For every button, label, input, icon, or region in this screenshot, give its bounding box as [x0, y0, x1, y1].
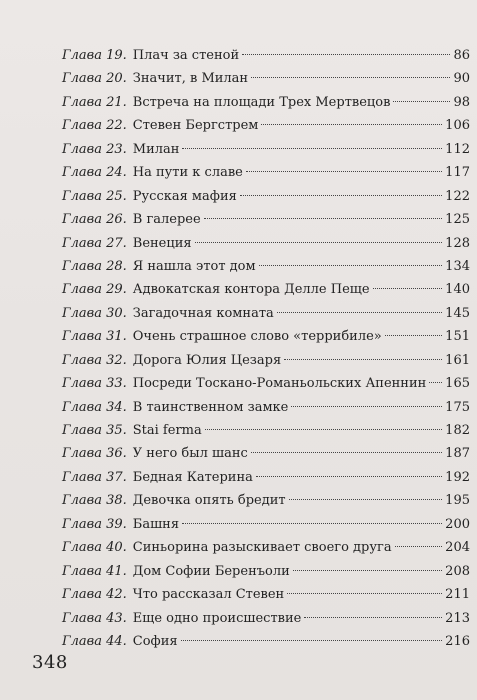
dot-leader: [205, 429, 442, 430]
dot-leader: [259, 265, 443, 266]
toc-entry: [62, 396, 470, 419]
toc-entry: [62, 607, 470, 630]
dot-leader: [277, 312, 442, 313]
dot-leader: [373, 288, 443, 289]
chapter-title: Очень страшное слово «террибиле»: [132, 329, 382, 345]
chapter-label: Глава 33.: [62, 376, 127, 392]
chapter-title: Девочка опять бредит: [132, 493, 286, 509]
chapter-page-number: 187: [445, 446, 470, 462]
chapter-page-number: 192: [445, 469, 470, 485]
chapter-page-number: 204: [445, 540, 470, 556]
chapter-label: Глава 32.: [62, 352, 127, 368]
chapter-title: Милан: [132, 141, 180, 157]
chapter-page-number: 90: [453, 71, 470, 87]
chapter-label: Глава 21.: [62, 94, 127, 110]
chapter-page-number: 122: [445, 188, 470, 204]
chapter-page-number: 213: [445, 610, 470, 626]
chapter-page-number: 125: [445, 212, 470, 228]
chapter-page-number: 86: [453, 48, 470, 63]
chapter-title: Что рассказал Стевен: [132, 587, 285, 603]
toc-entry: [62, 44, 470, 67]
toc-entry: [62, 278, 470, 301]
toc-entry: [62, 67, 470, 90]
chapter-title: София: [132, 633, 178, 649]
chapter-label: Глава 30.: [62, 305, 127, 321]
chapter-page-number: 134: [445, 258, 470, 274]
chapter-title: Бедная Катерина: [132, 469, 253, 485]
chapter-label: Глава 23.: [62, 141, 127, 157]
chapter-label: Глава 27.: [62, 235, 127, 251]
dot-leader: [395, 546, 443, 547]
dot-leader: [240, 195, 442, 196]
dot-leader: [293, 570, 442, 571]
chapter-title: Загадочная комната: [132, 305, 274, 321]
dot-leader: [251, 452, 442, 453]
dot-leader: [291, 406, 442, 407]
chapter-title: Посреди Тоскано-Романьольских Апеннин: [132, 376, 427, 392]
chapter-label: Глава 29.: [62, 282, 127, 298]
chapter-page-number: 106: [445, 118, 470, 134]
chapter-page-number: 216: [445, 633, 470, 649]
chapter-page-number: 161: [445, 352, 470, 368]
toc-entry: [62, 442, 470, 465]
chapter-label: Глава 36.: [62, 446, 127, 462]
dot-leader: [256, 476, 442, 477]
dot-leader: [204, 218, 442, 219]
toc-entry: [62, 630, 470, 653]
dot-leader: [182, 148, 442, 149]
chapter-page-number: 165: [445, 376, 470, 392]
dot-leader: [181, 640, 443, 641]
toc-entry: [62, 466, 470, 489]
chapter-title: Стевен Бергстрем: [132, 118, 259, 134]
chapter-title: Венеция: [132, 235, 192, 251]
toc-entry: [62, 536, 470, 559]
chapter-page-number: 211: [445, 587, 470, 603]
chapter-label: Глава 24.: [62, 165, 127, 181]
chapter-page-number: 151: [445, 329, 470, 345]
chapter-label: Глава 44.: [62, 633, 127, 649]
chapter-page-number: 200: [445, 516, 470, 532]
chapter-title: Башня: [132, 516, 180, 532]
chapter-title: В галерее: [132, 212, 201, 228]
chapter-label: Глава 42.: [62, 587, 127, 603]
chapter-label: Глава 19.: [62, 48, 127, 63]
chapter-title: Stai ferma: [132, 423, 202, 438]
toc-entry: [62, 583, 470, 606]
toc-entry: [62, 161, 470, 184]
chapter-title: Значит, в Милан: [132, 71, 249, 87]
dot-leader: [289, 499, 443, 500]
chapter-title: Дом Софии Беренъоли: [132, 563, 290, 579]
toc-entry: [62, 138, 470, 161]
chapter-page-number: 98: [453, 94, 470, 110]
chapter-page-number: 145: [445, 305, 470, 321]
chapter-page-number: 208: [445, 563, 470, 579]
chapter-label: Глава 41.: [62, 563, 127, 579]
chapter-title: Еще одно происшествие: [132, 610, 302, 626]
chapter-page-number: 112: [445, 141, 470, 157]
chapter-title: Русская мафия: [132, 188, 237, 204]
dot-leader: [246, 171, 442, 172]
chapter-page-number: 140: [445, 282, 470, 298]
chapter-label: Глава 20.: [62, 71, 127, 87]
chapter-page-number: 117: [445, 165, 470, 181]
chapter-label: Глава 28.: [62, 258, 127, 274]
dot-leader: [251, 77, 450, 78]
chapter-label: Глава 38.: [62, 493, 127, 509]
chapter-label: Глава 25.: [62, 188, 127, 204]
dot-leader: [284, 359, 442, 360]
chapter-label: Глава 22.: [62, 118, 127, 134]
dot-leader: [385, 335, 442, 336]
toc-entry: [62, 325, 470, 348]
chapter-label: Глава 43.: [62, 610, 127, 626]
toc-entry: [62, 419, 470, 442]
toc-entry: [62, 91, 470, 114]
chapter-title: Адвокатская контора Делле Пеще: [132, 282, 370, 298]
chapter-title: Я нашла этот дом: [132, 258, 256, 274]
chapter-title: Дорога Юлия Цезаря: [132, 352, 282, 368]
toc-entry: [62, 208, 470, 231]
chapter-label: Глава 26.: [62, 212, 127, 228]
chapter-label: Глава 37.: [62, 469, 127, 485]
dot-leader: [393, 101, 450, 102]
dot-leader: [182, 523, 442, 524]
chapter-label: Глава 34.: [62, 399, 127, 415]
dot-leader: [287, 593, 442, 594]
chapter-page-number: 195: [445, 493, 470, 509]
chapter-title: В таинственном замке: [132, 399, 289, 415]
toc-entry: [62, 185, 470, 208]
dot-leader: [242, 54, 450, 55]
chapter-title: Плач за стеной: [132, 48, 240, 63]
toc-entry: [62, 513, 470, 536]
chapter-title: Синьорина разыскивает своего друга: [132, 540, 392, 556]
chapter-page-number: 182: [445, 423, 470, 438]
table-of-contents: [62, 44, 470, 653]
chapter-title: На пути к славе: [132, 165, 243, 181]
toc-entry: [62, 489, 470, 512]
dot-leader: [261, 124, 442, 125]
chapter-label: Глава 39.: [62, 516, 127, 532]
toc-entry: [62, 372, 470, 395]
toc-entry: [62, 114, 470, 137]
toc-entry: [62, 232, 470, 255]
dot-leader: [195, 242, 443, 243]
toc-entry: [62, 255, 470, 278]
chapter-title: Встреча на площади Трех Мертвецов: [132, 94, 391, 110]
chapter-label: Глава 40.: [62, 540, 127, 556]
chapter-page-number: 175: [445, 399, 470, 415]
toc-entry: [62, 560, 470, 583]
page-number: 348: [32, 652, 68, 673]
chapter-page-number: 128: [445, 235, 470, 251]
dot-leader: [304, 617, 442, 618]
chapter-title: У него был шанс: [132, 446, 248, 462]
dot-leader: [429, 382, 442, 383]
toc-entry: [62, 349, 470, 372]
chapter-label: Глава 31.: [62, 329, 127, 345]
chapter-label: Глава 35.: [62, 423, 127, 438]
toc-entry: [62, 302, 470, 325]
